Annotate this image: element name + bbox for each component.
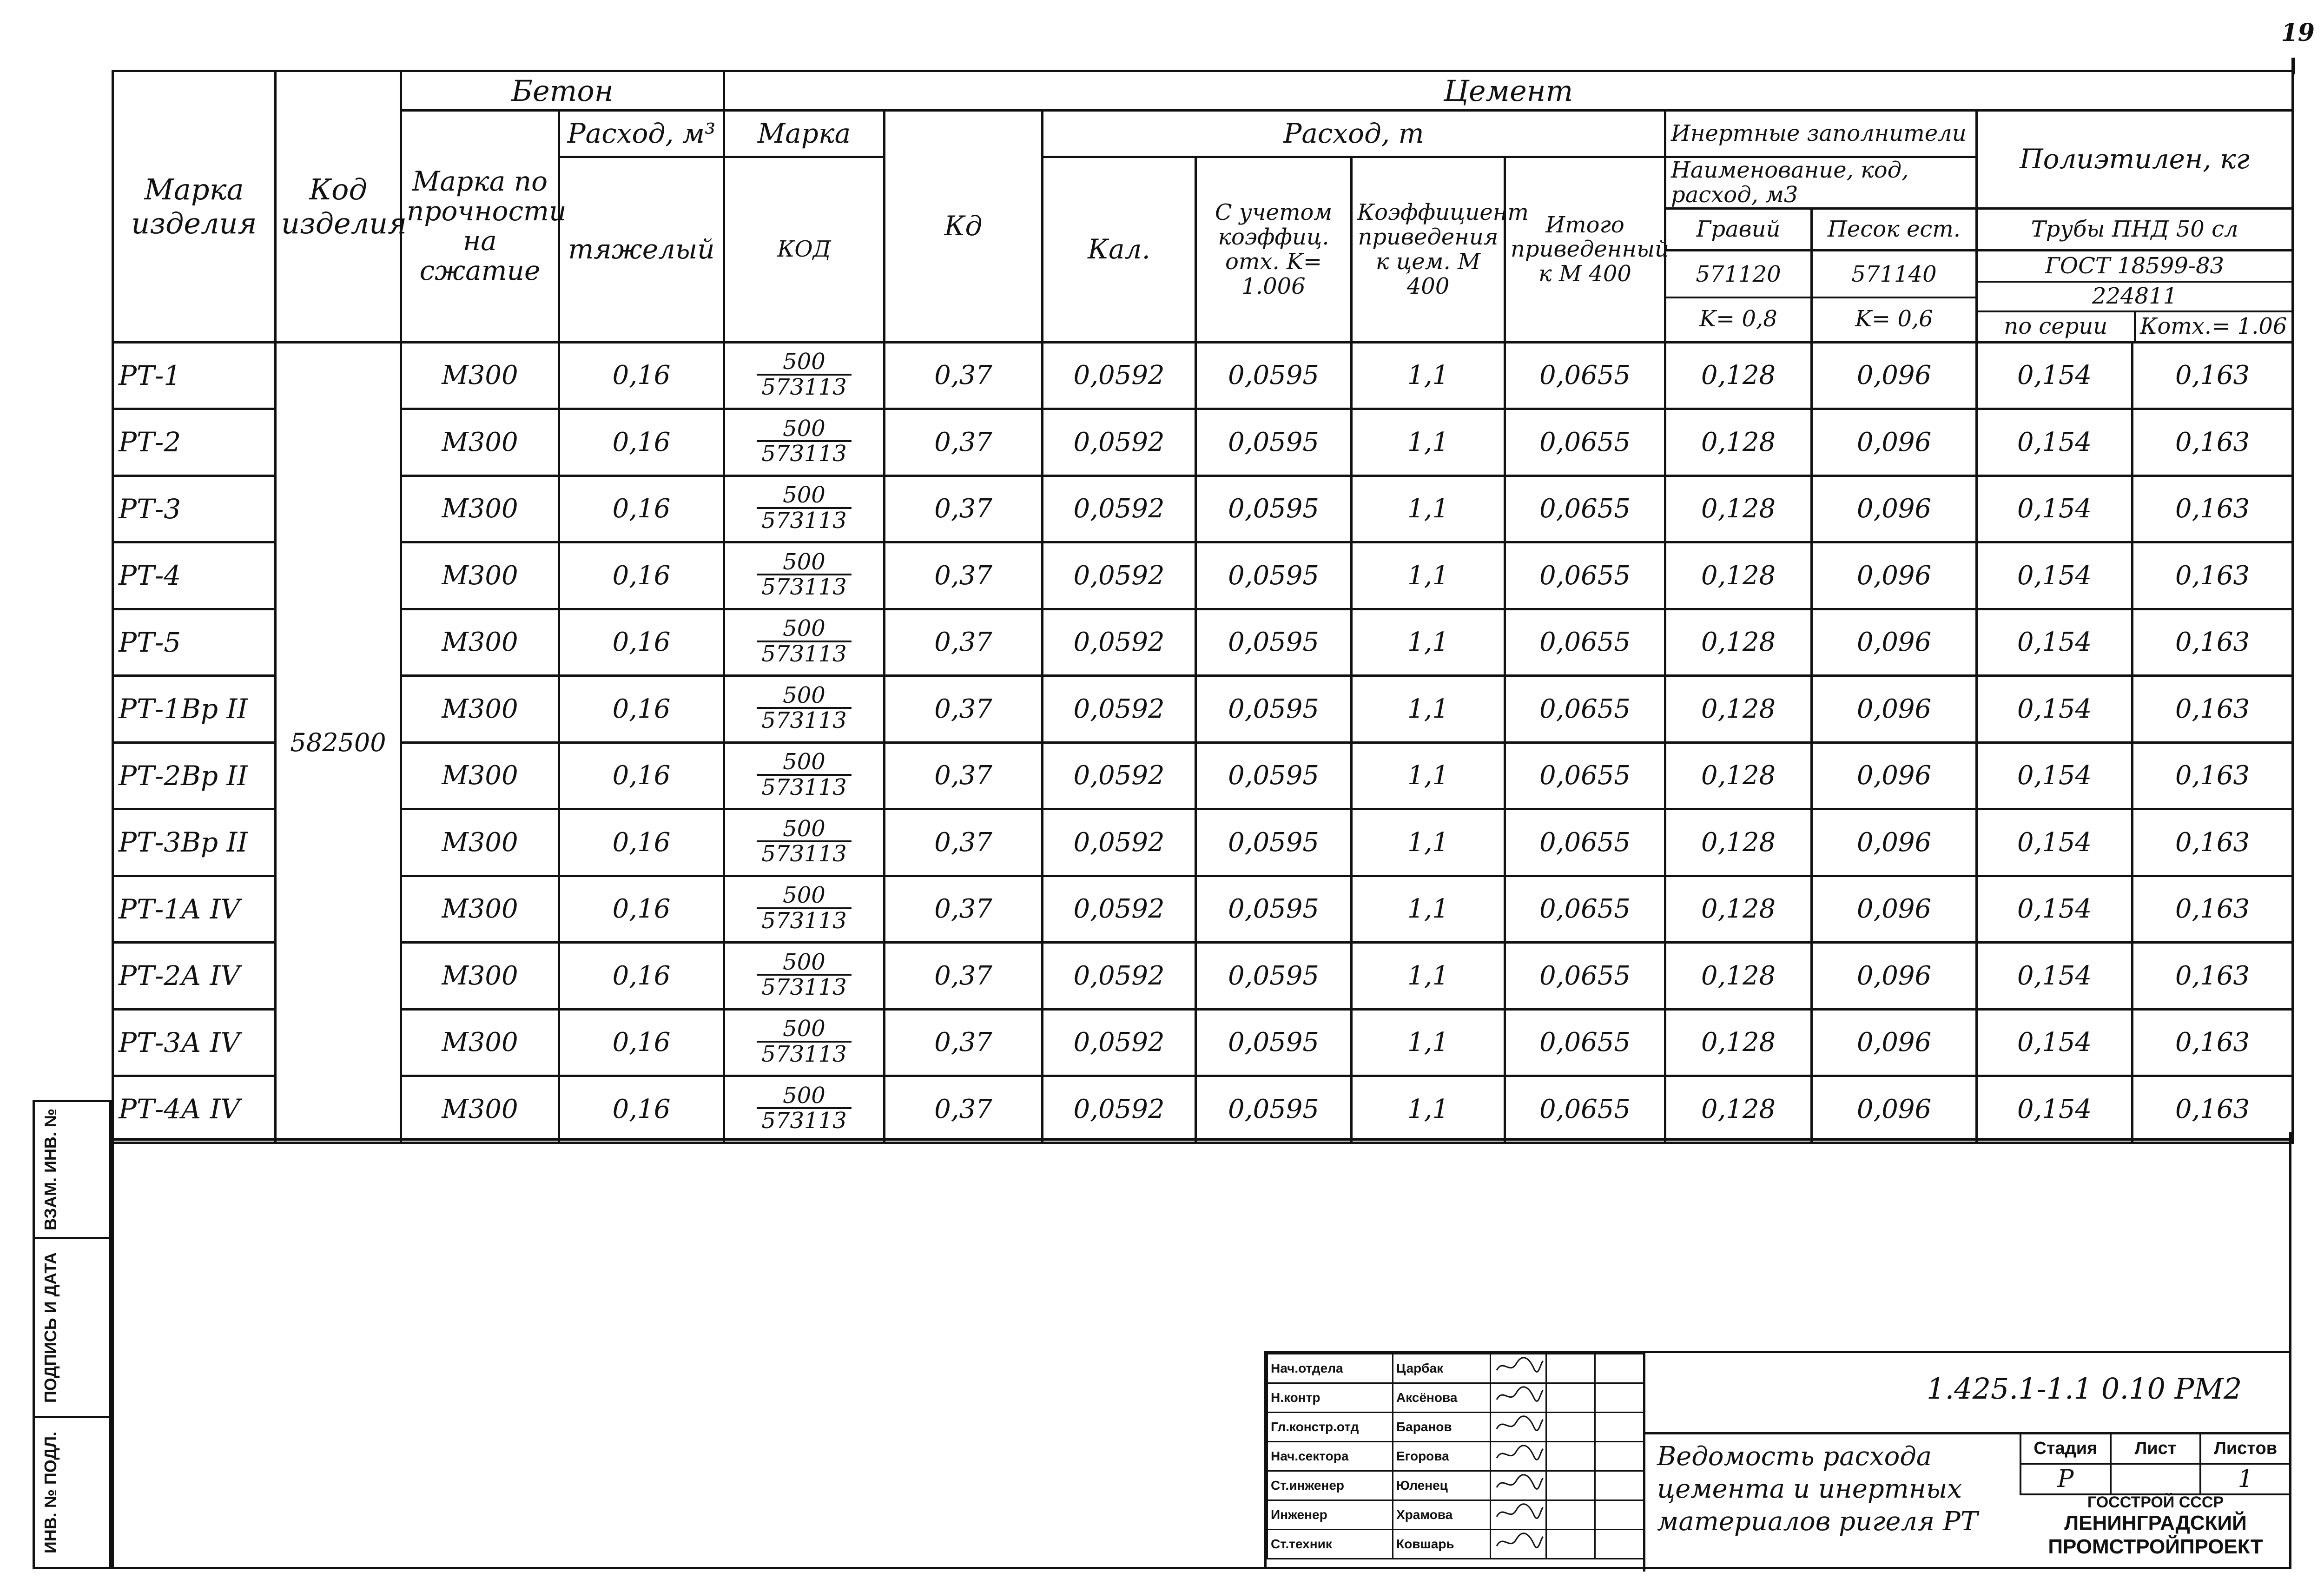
cell-sand: 0,096: [1812, 542, 1977, 609]
cement-mark-value: 500: [757, 350, 851, 375]
cell-mark: РТ-1: [113, 342, 276, 409]
cement-code-value: 573113: [761, 574, 847, 601]
cement-code-value: 573113: [761, 374, 847, 400]
cell-total: 0,0655: [1505, 1009, 1665, 1076]
cell-sand: 0,096: [1812, 809, 1977, 876]
cell-total: 0,0655: [1505, 1076, 1665, 1143]
cement-fraction: [757, 1017, 851, 1066]
signature-date: [1546, 1471, 1595, 1500]
signature-row: [1268, 1383, 1644, 1413]
signature-name: Храмова: [1393, 1500, 1491, 1530]
cell-volume: 0,16: [559, 809, 724, 876]
cement-mark-value: 500: [757, 750, 851, 775]
cell-mark: РТ-1А IV: [113, 876, 276, 943]
handwritten-signature: [1491, 1383, 1546, 1413]
signature-role: Ст.техник: [1268, 1530, 1393, 1559]
cell-sand: 0,096: [1812, 476, 1977, 542]
cell-series: 0,154: [1977, 1076, 2133, 1143]
cell-with-coef: 0,0595: [1196, 542, 1352, 609]
cement-fraction: [757, 884, 851, 932]
cell-with-coef: 0,0595: [1196, 676, 1352, 743]
cell-kd: 0,37: [885, 809, 1043, 876]
table-row: [113, 742, 2293, 809]
cement-code-value: 573113: [761, 841, 847, 867]
cell-total: 0,0655: [1505, 476, 1665, 542]
handwritten-signature: [1491, 1530, 1546, 1559]
cell-cement-mark: [724, 542, 885, 609]
cell-total: 0,0655: [1505, 542, 1665, 609]
signature-date: [1546, 1530, 1595, 1559]
header-poli-kod: 224811: [1978, 283, 2291, 312]
signature-role: Нач.отдела: [1268, 1354, 1393, 1383]
document-code: 1.425.1-1.1 0.10 РМ2: [1927, 1372, 2242, 1406]
signature-name: Царбак: [1393, 1354, 1491, 1383]
cell-strength: М300: [401, 542, 559, 609]
cement-fraction: [757, 1084, 851, 1133]
table-row: [113, 809, 2293, 876]
cell-gravel: 0,128: [1665, 676, 1812, 743]
cell-total: 0,0655: [1505, 876, 1665, 943]
signature-row: [1268, 1413, 1644, 1442]
cell-volume: 0,16: [559, 476, 724, 542]
cell-kd: 0,37: [885, 1076, 1043, 1143]
header-graviy: Гравий: [1665, 208, 1812, 250]
cell-total: 0,0655: [1505, 943, 1665, 1010]
table-row: [113, 876, 2293, 943]
cell-strength: М300: [401, 476, 559, 542]
cell-sand: 0,096: [1812, 409, 1977, 476]
org-line-2: ЛЕНИНГРАДСКИЙ: [2064, 1512, 2247, 1535]
cell-kd: 0,37: [885, 609, 1043, 676]
signature-extra: [1595, 1383, 1644, 1413]
cement-mark-value: 500: [757, 550, 851, 575]
cell-kd: 0,37: [885, 742, 1043, 809]
cell-sand: 0,096: [1812, 943, 1977, 1010]
table-row: [113, 342, 2293, 409]
cell-kal: 0,0592: [1043, 1076, 1196, 1143]
cell-total: 0,0655: [1505, 409, 1665, 476]
signature-row: [1268, 1471, 1644, 1500]
header-kod-izdeliya: Код изделия: [276, 71, 401, 343]
stage-label: Стадия: [2020, 1433, 2111, 1464]
signature-row: [1268, 1530, 1644, 1559]
cell-with-coef: 0,0595: [1196, 876, 1352, 943]
cell-kal: 0,0592: [1043, 609, 1196, 676]
cell-kal: 0,0592: [1043, 876, 1196, 943]
header-kd: Кд: [885, 111, 1043, 343]
cell-coef: 1,1: [1352, 1076, 1505, 1143]
cell-volume: 0,16: [559, 1076, 724, 1143]
cement-code-value: 573113: [761, 1041, 847, 1067]
cell-mark: РТ-2А IV: [113, 943, 276, 1010]
cell-coef: 1,1: [1352, 809, 1505, 876]
cell-kotx: 0,163: [2133, 1009, 2293, 1076]
cell-gravel: 0,128: [1665, 742, 1812, 809]
cell-total: 0,0655: [1505, 742, 1665, 809]
cell-cement-mark: [724, 876, 885, 943]
signature-date: [1546, 1354, 1595, 1383]
cement-fraction: [757, 817, 851, 866]
cell-gravel: 0,128: [1665, 542, 1812, 609]
cell-mark: РТ-2Вр II: [113, 742, 276, 809]
cell-sand: 0,096: [1812, 742, 1977, 809]
side-margin-stamp: [33, 1100, 112, 1569]
cell-cement-mark: [724, 1009, 885, 1076]
cement-fraction: [757, 684, 851, 733]
header-raskhod-t: Расход, т: [1043, 111, 1665, 157]
cell-strength: М300: [401, 742, 559, 809]
cell-mark: РТ-4: [113, 542, 276, 609]
cell-series: 0,154: [1977, 676, 2133, 743]
title-block: [1264, 1351, 2291, 1569]
handwritten-signature: [1491, 1442, 1546, 1471]
table-body: [113, 342, 2293, 1143]
sheets-label: Листов: [2200, 1433, 2291, 1464]
cell-mark: РТ-4А IV: [113, 1076, 276, 1143]
header-kal: Кал.: [1043, 157, 1196, 343]
cell-kotx: 0,163: [2133, 409, 2293, 476]
cell-volume: 0,16: [559, 409, 724, 476]
table-row: [113, 1009, 2293, 1076]
cell-coef: 1,1: [1352, 943, 1505, 1010]
cement-code-value: 573113: [761, 1108, 847, 1134]
signature-extra: [1595, 1413, 1644, 1442]
signature-name: Юленец: [1393, 1471, 1491, 1500]
cell-with-coef: 0,0595: [1196, 1076, 1352, 1143]
cell-coef: 1,1: [1352, 876, 1505, 943]
cell-coef: 1,1: [1352, 609, 1505, 676]
cell-kal: 0,0592: [1043, 409, 1196, 476]
cell-kotx: 0,163: [2133, 943, 2293, 1010]
handwritten-signature: [1491, 1413, 1546, 1442]
cell-product-code: 582500: [276, 342, 401, 1143]
header-itogo: Итого приведенный к М 400: [1505, 157, 1665, 343]
cell-series: 0,154: [1977, 409, 2133, 476]
cell-kd: 0,37: [885, 943, 1043, 1010]
cell-kotx: 0,163: [2133, 742, 2293, 809]
cell-with-coef: 0,0595: [1196, 809, 1352, 876]
table-row: [113, 409, 2293, 476]
signature-date: [1546, 1500, 1595, 1530]
document-title: Ведомость расхода цемента и инертных материалов ригеля РТ: [1657, 1441, 1978, 1537]
table-row: [113, 476, 2293, 542]
header-pesok: Песок ест.: [1812, 208, 1977, 250]
cell-series: 0,154: [1977, 476, 2133, 542]
header-po-serii: по серии: [1978, 312, 2136, 341]
signature-role: Н.контр: [1268, 1383, 1393, 1413]
cell-total: 0,0655: [1505, 676, 1665, 743]
signature-row: [1268, 1354, 1644, 1383]
cell-mark: РТ-3А IV: [113, 1009, 276, 1076]
table-row: [113, 542, 2293, 609]
cement-fraction: [757, 550, 851, 599]
cell-volume: 0,16: [559, 943, 724, 1010]
cell-volume: 0,16: [559, 876, 724, 943]
cell-with-coef: 0,0595: [1196, 742, 1352, 809]
header-cement: Цемент: [724, 71, 2293, 111]
header-raskhod-m3: Расход, м³: [559, 111, 724, 157]
header-marka: Марка: [724, 111, 885, 157]
cell-coef: 1,1: [1352, 676, 1505, 743]
header-graviy-k: K= 0,8: [1699, 306, 1777, 332]
cell-volume: 0,16: [559, 1009, 724, 1076]
cell-gravel: 0,128: [1665, 609, 1812, 676]
cell-gravel: 0,128: [1665, 1009, 1812, 1076]
cell-kotx: 0,163: [2133, 1076, 2293, 1143]
cell-kd: 0,37: [885, 542, 1043, 609]
cell-kotx: 0,163: [2133, 876, 2293, 943]
cell-series: 0,154: [1977, 943, 2133, 1010]
cell-sand: 0,096: [1812, 676, 1977, 743]
cement-code-value: 573113: [761, 641, 847, 667]
cement-mark-value: 500: [757, 684, 851, 709]
header-kotkh: Котх.= 1.06: [2140, 313, 2287, 340]
cell-kal: 0,0592: [1043, 342, 1196, 409]
cell-kal: 0,0592: [1043, 542, 1196, 609]
cell-kal: 0,0592: [1043, 1009, 1196, 1076]
cement-fraction: [757, 617, 851, 666]
sheets-value: 1: [2200, 1464, 2291, 1494]
cement-mark-value: 500: [757, 617, 851, 642]
header-s-uchetom: С учетом коэффиц. отх. K= 1.006: [1196, 157, 1352, 343]
cement-fraction: [757, 750, 851, 799]
cell-series: 0,154: [1977, 1009, 2133, 1076]
signature-extra: [1595, 1354, 1644, 1383]
header-truby: Трубы ПНД 50 сл: [1977, 208, 2293, 250]
cell-kotx: 0,163: [2133, 609, 2293, 676]
cell-gravel: 0,128: [1665, 409, 1812, 476]
table-row: [113, 609, 2293, 676]
cell-total: 0,0655: [1505, 609, 1665, 676]
cell-cement-mark: [724, 943, 885, 1010]
signature-role: Инженер: [1268, 1500, 1393, 1530]
cell-mark: РТ-3Вр II: [113, 809, 276, 876]
handwritten-signature: [1491, 1471, 1546, 1500]
header-kod: КОД: [724, 157, 885, 343]
cell-volume: 0,16: [559, 742, 724, 809]
cell-kd: 0,37: [885, 476, 1043, 542]
cell-cement-mark: [724, 609, 885, 676]
cell-kotx: 0,163: [2133, 542, 2293, 609]
signature-date: [1546, 1413, 1595, 1442]
cement-fraction: [757, 951, 851, 999]
cell-strength: М300: [401, 809, 559, 876]
header-inertnye: Инертные заполнители: [1665, 111, 1977, 157]
cell-kal: 0,0592: [1043, 943, 1196, 1010]
cement-fraction: [757, 483, 851, 532]
cement-fraction: [757, 417, 851, 466]
cell-series: 0,154: [1977, 876, 2133, 943]
cement-mark-value: 500: [757, 817, 851, 842]
cement-mark-value: 500: [757, 1017, 851, 1042]
page-number: 19: [2281, 19, 2315, 47]
stage-value: Р: [2020, 1464, 2111, 1494]
materials-table: [112, 70, 2294, 1144]
cell-coef: 1,1: [1352, 342, 1505, 409]
cell-with-coef: 0,0595: [1196, 943, 1352, 1010]
cell-sand: 0,096: [1812, 342, 1977, 409]
header-beton: Бетон: [401, 71, 724, 111]
cement-code-value: 573113: [761, 507, 847, 534]
cell-gravel: 0,128: [1665, 476, 1812, 542]
cell-sand: 0,096: [1812, 876, 1977, 943]
cell-kal: 0,0592: [1043, 809, 1196, 876]
header-koeff: Коэффициент приведения к цем. М 400: [1352, 157, 1505, 343]
cement-mark-value: 500: [757, 417, 851, 442]
cell-cement-mark: [724, 809, 885, 876]
header-marka-izdeliya: Марка изделия: [113, 71, 276, 343]
margin-label-vzam: ВЗАМ. ИНВ. №: [41, 1108, 60, 1231]
signature-extra: [1595, 1471, 1644, 1500]
cell-strength: М300: [401, 342, 559, 409]
signature-name: Ковшарь: [1393, 1530, 1491, 1559]
cell-strength: М300: [401, 876, 559, 943]
cell-coef: 1,1: [1352, 542, 1505, 609]
signature-extra: [1595, 1530, 1644, 1559]
cell-strength: М300: [401, 409, 559, 476]
cell-sand: 0,096: [1812, 609, 1977, 676]
signature-date: [1546, 1442, 1595, 1471]
cell-coef: 1,1: [1352, 742, 1505, 809]
header-graviy-kod: 571120: [1666, 252, 1810, 298]
signature-row: [1268, 1500, 1644, 1530]
cement-code-value: 573113: [761, 774, 847, 800]
cell-strength: М300: [401, 1076, 559, 1143]
margin-label-inv: ИНВ. № ПОДЛ.: [41, 1431, 60, 1554]
cell-mark: РТ-1Вр II: [113, 676, 276, 743]
cell-strength: М300: [401, 1009, 559, 1076]
cell-sand: 0,096: [1812, 1009, 1977, 1076]
cement-mark-value: 500: [757, 1084, 851, 1109]
cell-cement-mark: [724, 409, 885, 476]
signature-role: Гл.констр.отд: [1268, 1413, 1393, 1442]
signature-date: [1546, 1383, 1595, 1413]
signature-row: [1268, 1442, 1644, 1471]
signature-role: Ст.инженер: [1268, 1471, 1393, 1500]
organization: [2020, 1493, 2291, 1559]
cell-with-coef: 0,0595: [1196, 609, 1352, 676]
cell-strength: М300: [401, 676, 559, 743]
cement-mark-value: 500: [757, 884, 851, 909]
cell-strength: М300: [401, 609, 559, 676]
cell-kal: 0,0592: [1043, 676, 1196, 743]
cell-series: 0,154: [1977, 342, 2133, 409]
cell-sand: 0,096: [1812, 1076, 1977, 1143]
cell-cement-mark: [724, 476, 885, 542]
org-line-1: ГОССТРОЙ СССР: [2087, 1493, 2224, 1511]
cell-gravel: 0,128: [1665, 809, 1812, 876]
sheet-label: Лист: [2111, 1433, 2201, 1464]
cell-cement-mark: [724, 676, 885, 743]
cell-volume: 0,16: [559, 676, 724, 743]
cement-code-value: 573113: [761, 907, 847, 934]
signatures-table: [1267, 1353, 1644, 1559]
signature-name: Аксёнова: [1393, 1383, 1491, 1413]
cell-kd: 0,37: [885, 1009, 1043, 1076]
header-marka-po-prochnosti: Марка по прочности на сжатие: [401, 111, 559, 343]
cell-kal: 0,0592: [1043, 476, 1196, 542]
stage-table: [2020, 1432, 2291, 1495]
signature-role: Нач.сектора: [1268, 1442, 1393, 1471]
cement-code-value: 573113: [761, 707, 847, 734]
cell-gravel: 0,128: [1665, 876, 1812, 943]
cell-mark: РТ-3: [113, 476, 276, 542]
cement-code-value: 573113: [761, 974, 847, 1001]
cell-gravel: 0,128: [1665, 943, 1812, 1010]
cement-mark-value: 500: [757, 951, 851, 976]
cell-total: 0,0655: [1505, 342, 1665, 409]
handwritten-signature: [1491, 1354, 1546, 1383]
header-naimenovanie: Наименование, код, расход, м3: [1665, 157, 1977, 209]
cell-kd: 0,37: [885, 876, 1043, 943]
cell-with-coef: 0,0595: [1196, 409, 1352, 476]
handwritten-signature: [1491, 1500, 1546, 1530]
signature-name: Баранов: [1393, 1413, 1491, 1442]
cell-kd: 0,37: [885, 409, 1043, 476]
cell-mark: РТ-5: [113, 609, 276, 676]
header-pesok-k: K= 0,6: [1855, 306, 1933, 332]
cell-with-coef: 0,0595: [1196, 342, 1352, 409]
cement-code-value: 573113: [761, 441, 847, 467]
table-row: [113, 676, 2293, 743]
cell-coef: 1,1: [1352, 409, 1505, 476]
cell-mark: РТ-2: [113, 409, 276, 476]
cement-fraction: [757, 350, 851, 399]
cell-coef: 1,1: [1352, 476, 1505, 542]
header-gost: ГОСТ 18599-83: [1978, 251, 2291, 283]
cell-kotx: 0,163: [2133, 476, 2293, 542]
cell-with-coef: 0,0595: [1196, 1009, 1352, 1076]
cell-cement-mark: [724, 342, 885, 409]
cell-series: 0,154: [1977, 542, 2133, 609]
cement-mark-value: 500: [757, 483, 851, 509]
signature-extra: [1595, 1500, 1644, 1530]
cell-volume: 0,16: [559, 609, 724, 676]
cell-with-coef: 0,0595: [1196, 476, 1352, 542]
cell-total: 0,0655: [1505, 809, 1665, 876]
cell-volume: 0,16: [559, 542, 724, 609]
header-pesok-kod: 571140: [1813, 252, 1975, 298]
sheet-value: [2111, 1464, 2201, 1494]
signature-name: Егорова: [1393, 1442, 1491, 1471]
cell-series: 0,154: [1977, 742, 2133, 809]
cell-kd: 0,37: [885, 676, 1043, 743]
cell-kal: 0,0592: [1043, 742, 1196, 809]
header-tyazhelyi: тяжелый: [559, 157, 724, 343]
margin-label-podpis: ПОДПИСЬ И ДАТА: [41, 1252, 60, 1403]
org-line-3: ПРОМСТРОЙПРОЕКТ: [2048, 1535, 2263, 1558]
cell-gravel: 0,128: [1665, 1076, 1812, 1143]
cell-strength: М300: [401, 943, 559, 1010]
header-polietilen: Полиэтилен, кг: [1977, 111, 2293, 209]
signature-extra: [1595, 1442, 1644, 1471]
cell-kotx: 0,163: [2133, 676, 2293, 743]
cell-series: 0,154: [1977, 809, 2133, 876]
table-row: [113, 943, 2293, 1010]
cell-volume: 0,16: [559, 342, 724, 409]
cell-coef: 1,1: [1352, 1009, 1505, 1076]
cell-kotx: 0,163: [2133, 809, 2293, 876]
cell-series: 0,154: [1977, 609, 2133, 676]
cell-gravel: 0,128: [1665, 342, 1812, 409]
cell-cement-mark: [724, 742, 885, 809]
cell-kd: 0,37: [885, 342, 1043, 409]
cell-kotx: 0,163: [2133, 342, 2293, 409]
